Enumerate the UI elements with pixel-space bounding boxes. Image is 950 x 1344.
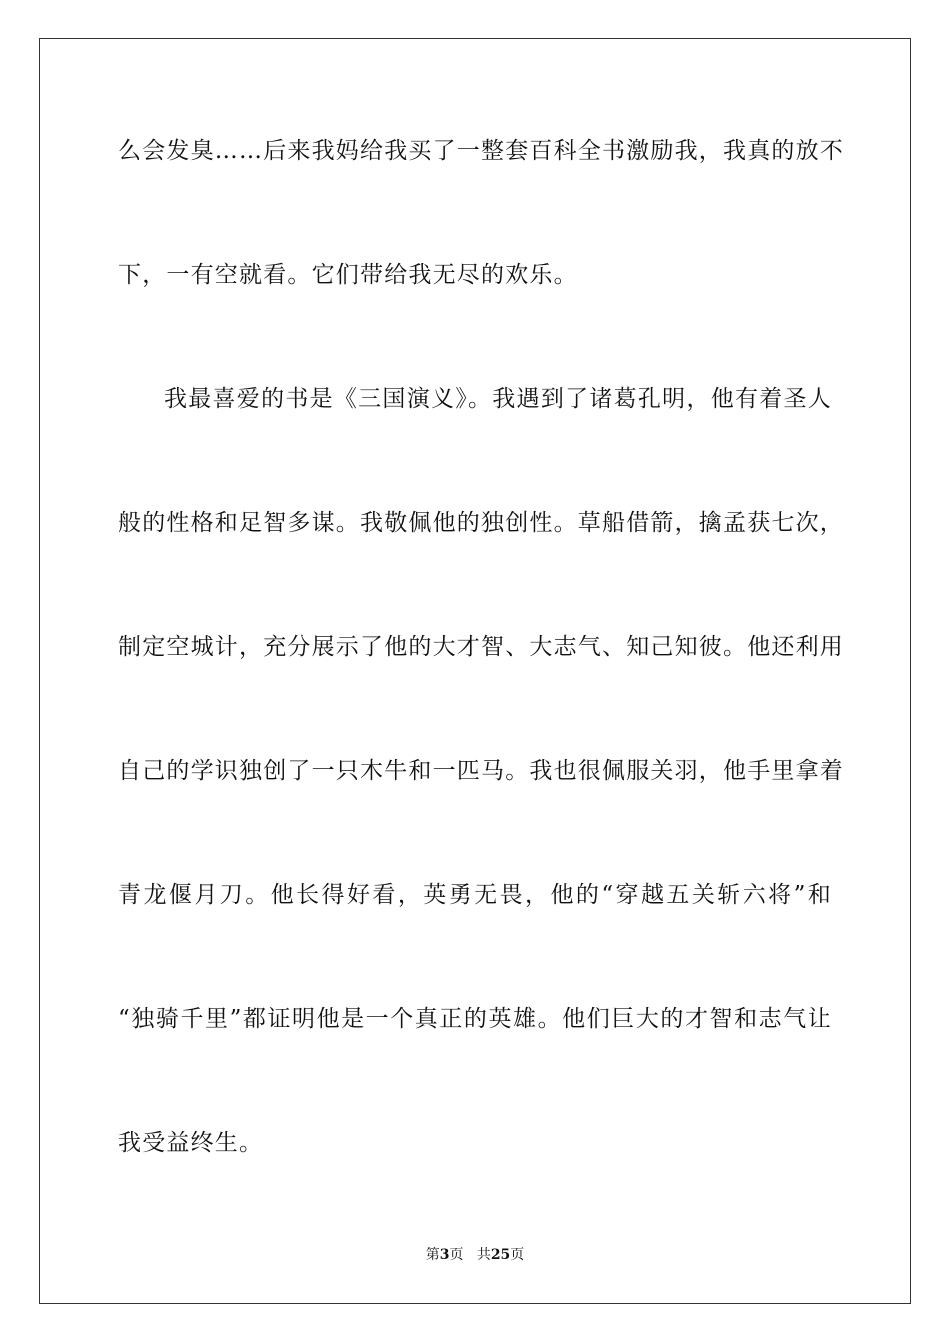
page-number: 3 (439, 1247, 450, 1263)
text-line: 我受益终生。 (118, 1130, 264, 1156)
page-border (39, 38, 911, 1304)
text-line: “独骑千里”都证明他是一个真正的英雄。他们巨大的才智和志气让 (118, 1006, 832, 1032)
total-prefix: 共 (476, 1247, 491, 1263)
text-line: 么会发臭……后来我妈给我买了一整套百科全书激励我，我真的放不 (118, 138, 844, 164)
total-suffix: 页 (510, 1247, 525, 1263)
text-line: 般的性格和足智多谋。我敬佩他的独创性。草船借箭，擒孟获七次， (118, 510, 844, 536)
page-suffix: 页 (449, 1247, 464, 1263)
total-pages: 25 (490, 1247, 511, 1263)
text-line: 青龙偃月刀。他长得好看，英勇无畏，他的“穿越五关斩六将”和 (118, 882, 832, 908)
text-line: 自己的学识独创了一只木牛和一匹马。我也很佩服关羽，他手里拿着 (118, 758, 844, 784)
paragraph-first-line: 我最喜爱的书是《三国演义》。我遇到了诸葛孔明，他有着圣人 (164, 386, 832, 412)
text-line: 下，一有空就看。它们带给我无尽的欢乐。 (118, 262, 578, 288)
text-line: 制定空城计，充分展示了他的大才智、大志气、知己知彼。他还利用 (118, 634, 844, 660)
page-footer (0, 1245, 950, 1265)
page-prefix: 第 (425, 1247, 440, 1263)
